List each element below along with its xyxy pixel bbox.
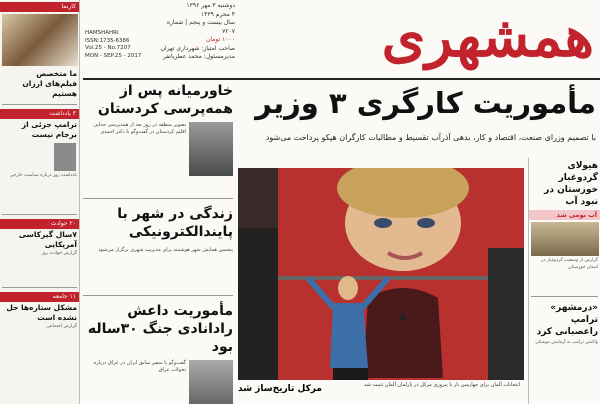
photo-caption: انتخابات آلمان برای چهارمین بار با پیروزی مرکل در پارلمان آلمان تثبیت شد (238, 380, 524, 404)
section-tag: کارنما (0, 2, 79, 12)
right-story-title[interactable]: هیولای گردوغبار خوزستان در نبود آب (544, 161, 598, 207)
left-story-text: گزارش حوادث روز (41, 250, 77, 256)
left-story-text: یادداشت روز درباره سیاست خارجی (9, 173, 77, 178)
masthead-meta (85, 2, 235, 78)
merkel-illustration (238, 168, 524, 404)
issn: ISSN:1735-6386 (85, 37, 130, 44)
divider (83, 295, 233, 296)
right-column (528, 158, 600, 404)
middle-column (83, 82, 233, 404)
right-story-text: گزارش از وضعیت گردوغبار در استان خوزستان (541, 258, 598, 270)
right-filler-text (529, 271, 600, 293)
vol: Vol.25 - No.7207 (85, 45, 131, 51)
ambassador-photo (189, 360, 233, 404)
cinema-photo (2, 14, 78, 66)
left-filler-text (0, 180, 79, 210)
section-tag: ۳ یادداشت (0, 109, 79, 119)
middle-story-text: گفت‌وگو با سفیر سابق ایران در عراق درباره تحولات عراق (93, 360, 186, 373)
middle-story-title[interactable]: خاورمیانه پس از همه‌پرسی کردستان (97, 83, 233, 117)
middle-story-body (83, 122, 233, 176)
middle-story-title[interactable]: زندگی در شهر با پایندالکترونیکی (117, 206, 233, 240)
divider (2, 287, 77, 288)
trump-thumb (54, 143, 76, 171)
lead-subhead: با تصمیم وزرای صنعت، اقتصاد و کار، بدهی آذرآب تقسیط و مطالبات کارگران هپکو پرداخت می‌شود (265, 133, 596, 142)
right-story-tag: آب بومی شد (529, 210, 600, 220)
middle-story-body (83, 360, 233, 404)
middle-story-text: تصویر منطقه در روز بعد از همه‌پرسی جدایی اقلیم کردستان در گفت‌وگو با دکتر احمدی (93, 122, 186, 135)
left-story-text: گزارش اجتماعی (46, 324, 77, 329)
left-filler-text (0, 257, 79, 283)
divider (531, 296, 598, 297)
date-en: MON - SEP.25 - 2017 (85, 52, 142, 59)
lead-headline[interactable]: مأموریت کارگری ۳ وزیر (255, 86, 596, 120)
persian-meta (159, 2, 235, 62)
interviewee-photo (189, 122, 233, 176)
middle-story-title[interactable]: مأموریت داعش رادانادی جنگ ۳۰ساله بود (87, 303, 233, 355)
left-story-title[interactable]: ما متخصص فیلم‌های ارزان هستیم (22, 69, 77, 98)
right-story-text: واکنش ترامپ به آزمایش موشکی (535, 340, 598, 345)
divider (2, 214, 77, 215)
left-story-title[interactable]: ۷سال گیرکاسی آمریکایی (18, 229, 77, 249)
date-fa: دوشنبه ۳ مهر ۱۳۹۶ (186, 2, 235, 9)
en-name: HAMSHAHRI (85, 30, 119, 36)
left-story-title[interactable]: مشکل ستاره‌ها حل نشده است (6, 303, 77, 322)
left-column (0, 0, 80, 404)
meta-line: مدیرمسئول: محمد عطریانفر (162, 53, 235, 60)
issue-fa: سال بیست و پنجم | شماره ۷۲۰۷ (166, 19, 235, 35)
date-hijri: ۴ محرم ۱۴۳۹ (200, 10, 235, 18)
divider (83, 198, 233, 199)
english-meta (85, 2, 155, 60)
section-tag: ۱۱ جامعه (0, 292, 79, 302)
divider (2, 104, 77, 105)
right-story-title[interactable]: «درمشهر» ترامپ راعصبانی کرد (536, 303, 598, 337)
lead-story (238, 82, 600, 160)
left-story-title[interactable]: ترامپ جزئی از برجام نیست (21, 120, 77, 139)
hamshahri-logo[interactable]: همشهری (381, 4, 594, 70)
section-tag: ۲۰ حوادث (0, 219, 79, 229)
masthead (83, 0, 600, 80)
middle-story-text: پنجمین همایش شهر هوشمند برای مدیریت شهری برگزار می‌شود (98, 247, 233, 253)
meta-line: ۱۰۰۰ تومان (205, 36, 235, 43)
photo-caption-title[interactable]: مرکل تاریخ‌ساز شد (238, 384, 322, 394)
meta-line: صاحب امتیاز: شهرداری تهران (160, 44, 235, 52)
dust-photo (531, 222, 599, 256)
merkel-photo (238, 168, 524, 404)
